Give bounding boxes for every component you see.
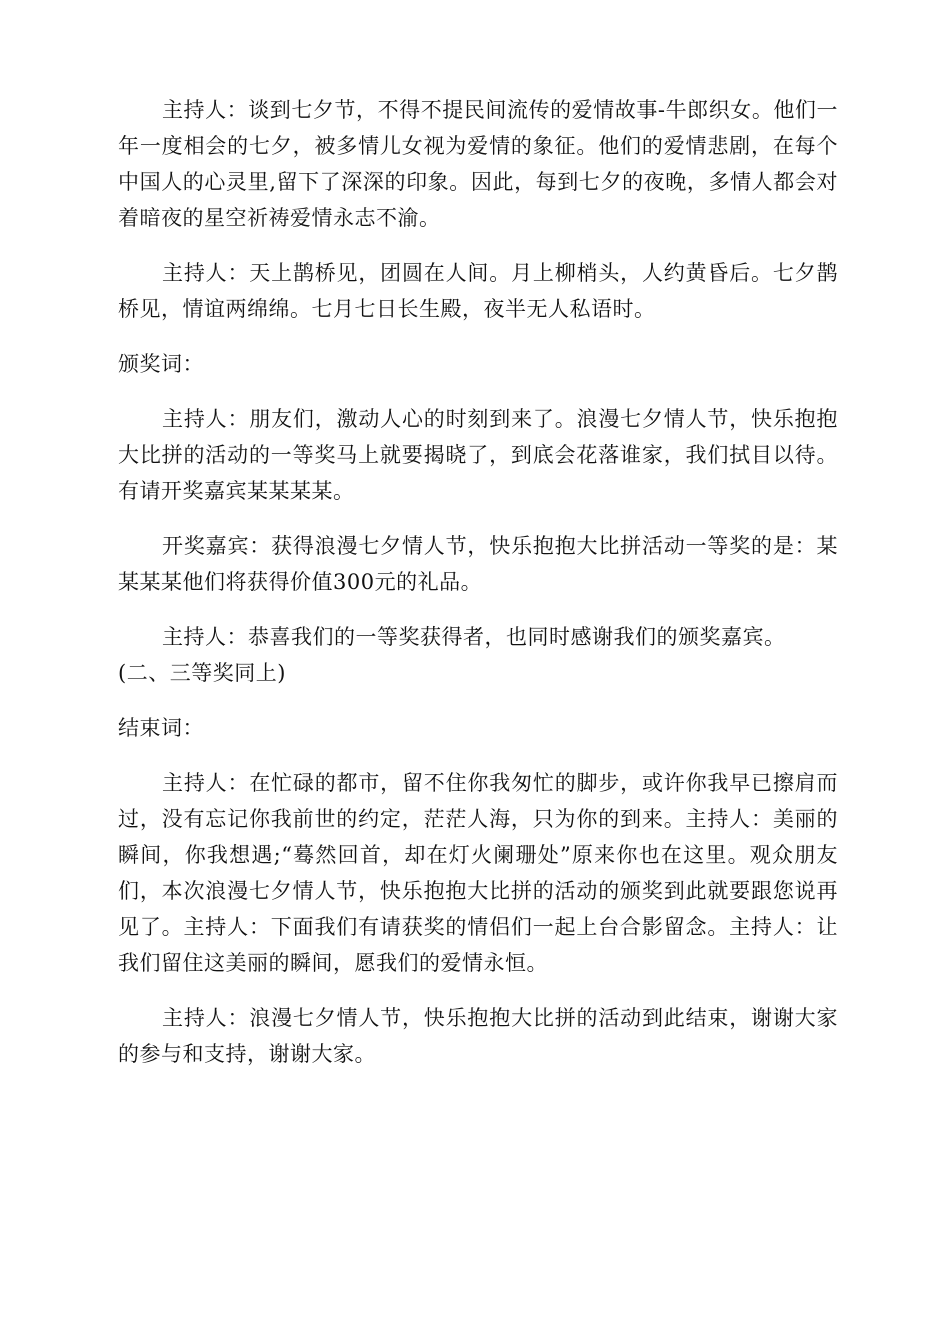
paragraph-other-prizes-note: (二、三等奖同上) — [118, 661, 286, 685]
paragraph-presenter-announcement: 开奖嘉宾：获得浪漫七夕情人节，快乐抱抱大比拼活动一等奖的是：某某某某他们将获得价值300元的礼品。 — [118, 534, 838, 594]
paragraph-host-congratulations: 主持人：恭喜我们的一等奖获得者，也同时感谢我们的颁奖嘉宾。 — [162, 625, 786, 649]
heading-closing-speech: 结束词： — [118, 716, 204, 740]
paragraph-host-closing: 主持人：在忙碌的都市，留不住你我匆忙的脚步，或许你我早已擦肩而过，没有忘记你我前世的约定，茫茫人海，只为你的到来。主持人：美丽的瞬间，你我想遇;“蓦然回首，却在灯火阑珊处”原来你也在这里。观众朋友们，本次浪漫七夕情人节，快乐抱抱大比拼的活动的颁奖到此就要跟您说再见了。主持人：下面我们有请获奖的情侣们一起上台合影留念。主持人：让我们留住这美丽的瞬间，愿我们的爱情永恒。 — [118, 771, 838, 975]
paragraph-host-qixi-story: 主持人：谈到七夕节，不得不提民间流传的爱情故事-牛郎织女。他们一年一度相会的七夕，被多情儿女视为爱情的象征。他们的爱情悲剧，在每个中国人的心灵里,留下了深深的印象。因此，每到七夕的夜晚，多情人都会对着暗夜的星空祈祷爱情永志不渝。 — [118, 98, 838, 230]
paragraph-host-first-prize: 主持人：朋友们，激动人心的时刻到来了。浪漫七夕情人节，快乐抱抱大比拼的活动的一等奖马上就要揭晓了，到底会花落谁家，我们拭目以待。有请开奖嘉宾某某某某。 — [118, 407, 838, 503]
paragraph-host-final-thanks: 主持人：浪漫七夕情人节，快乐抱抱大比拼的活动到此结束，谢谢大家的参与和支持，谢谢大家。 — [118, 1006, 838, 1066]
paragraph-host-magpie-bridge: 主持人：天上鹊桥见，团圆在人间。月上柳梢头，人约黄昏后。七夕鹊桥见，情谊两绵绵。七月七日长生殿，夜半无人私语时。 — [118, 261, 838, 321]
document-body — [118, 92, 838, 1072]
heading-award-speech: 颁奖词： — [118, 352, 204, 376]
